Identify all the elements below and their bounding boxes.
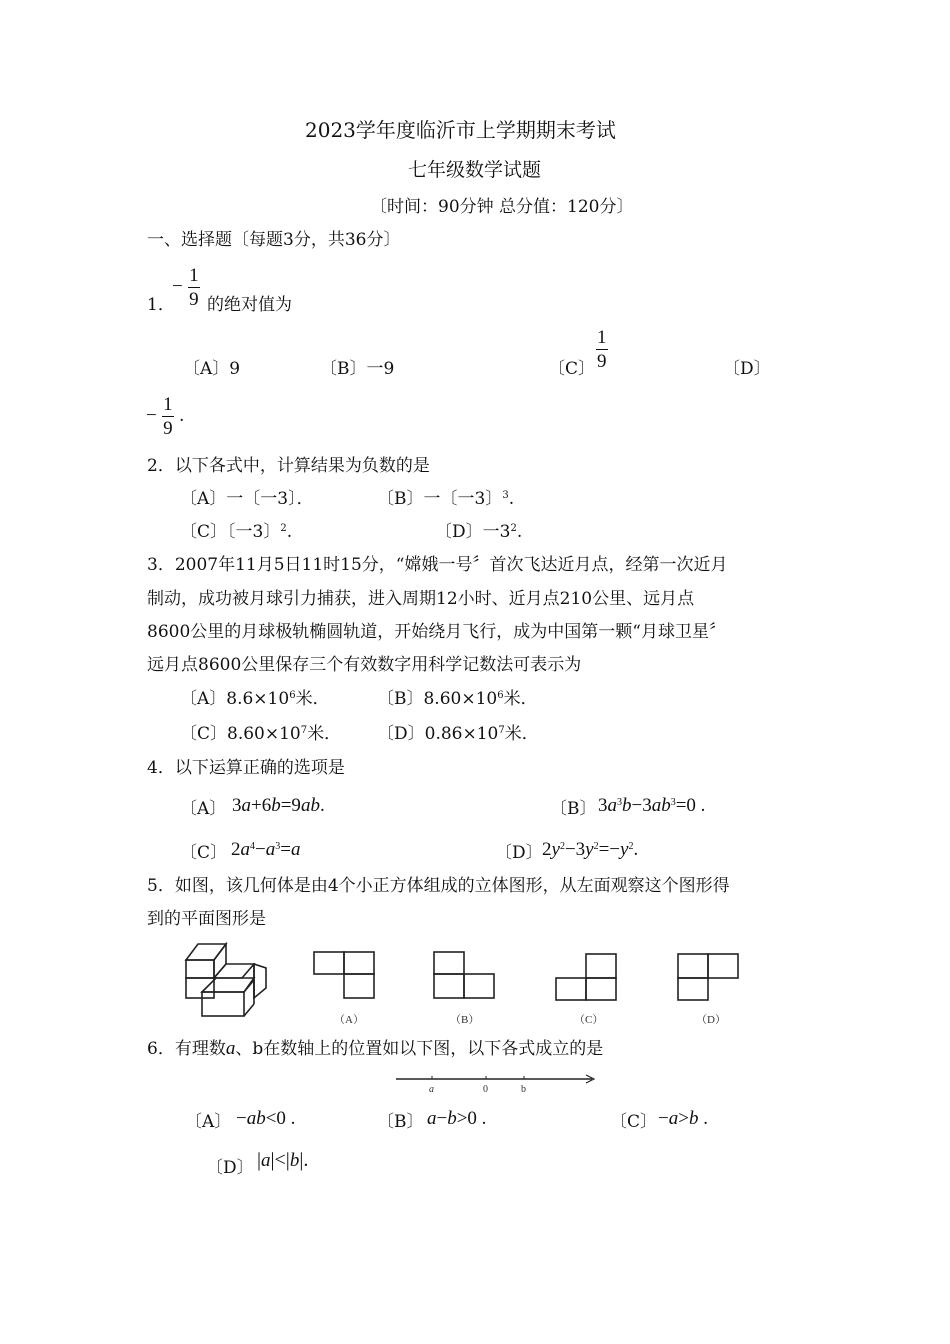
q3-b-end: 米． xyxy=(503,689,538,709)
square xyxy=(556,978,586,1000)
q6-option-d-label: 〔D〕 xyxy=(206,1158,254,1178)
page-subtitle: 七年级数学试题 xyxy=(408,159,542,181)
q4-option-a-expr: 3a+6b=9ab. xyxy=(232,795,325,816)
q3-a-exp: 6 xyxy=(289,690,296,701)
square xyxy=(344,974,374,998)
q1-text: 的绝对值为 xyxy=(207,295,292,315)
q1-option-c-label: 〔C〕 xyxy=(548,359,596,379)
q4-option-d-label: 〔D〕 xyxy=(495,843,543,863)
q3-line1: 3．2007年11月5日11时15分，“嫦娥一号〞首次飞达近月点，经第一次近月 xyxy=(147,555,728,575)
q2-b-end: . xyxy=(508,489,515,509)
q3-a-end: 米． xyxy=(295,689,330,709)
q3-b-exp: 6 xyxy=(497,690,504,701)
q4-option-d-expr: $2y^2-3y^2=-y^2$. xyxy=(542,839,639,860)
q5-option-a-figure xyxy=(312,950,382,1030)
q3-line3: 8600公里的月球极轨椭圆轨道，开始绕月飞行，成为中国第一颗“月球卫星〞 xyxy=(147,622,726,642)
q1-option-d-frac xyxy=(146,395,184,438)
q6-option-c-label: 〔C〕 xyxy=(610,1112,658,1132)
q6-stem xyxy=(147,1039,603,1058)
q4-option-c-expr: $2a^4-a^3=a$ xyxy=(231,839,301,860)
axis-label-a: a xyxy=(429,1084,434,1095)
q1-frac-num: 1 xyxy=(189,265,199,286)
q3-d-text: 〔D〕0.86×10 xyxy=(377,724,499,744)
q1-c-num: 1 xyxy=(597,327,607,348)
q3-line2: 制动，成功被月球引力捕获，进入周期12小时、近月点210公里、远月点 xyxy=(147,589,695,609)
q5-label-c: （C） xyxy=(574,1014,604,1026)
q4-option-b-expr: $3a^3b-3ab^3=0$ . xyxy=(598,795,706,816)
q6-stem-a: 6．有理数 xyxy=(147,1039,226,1059)
q1-frac-den: 9 xyxy=(189,289,199,310)
q5-label-d: （D） xyxy=(696,1014,726,1026)
q5-option-b-figure xyxy=(432,950,502,1030)
q5-solid-figure xyxy=(182,940,272,1020)
q3-c-text: 〔C〕8.60×10 xyxy=(180,724,301,744)
square xyxy=(434,974,464,998)
q2-option-c xyxy=(180,524,292,541)
square xyxy=(678,954,708,978)
square xyxy=(586,954,616,978)
cube-top-front xyxy=(186,960,214,978)
q3-d-exp: 7 xyxy=(498,725,505,736)
cube-middle-side xyxy=(254,964,266,998)
q2-option-a: 〔A〕一〔一3〕． xyxy=(180,489,314,509)
q1-number: 1． xyxy=(147,295,175,315)
q1-frac xyxy=(188,266,200,309)
q6-stem-b: 、b在数轴上的位置如以下图，以下各式成立的是 xyxy=(235,1039,604,1059)
section-heading: 一、选择题〔每题3分，共36分〕 xyxy=(147,230,401,250)
q2-d-end: . xyxy=(516,522,523,542)
q6-var-a: a xyxy=(225,1038,236,1059)
q2-option-d xyxy=(435,524,522,541)
q2-b-exp: 3 xyxy=(502,490,509,501)
square xyxy=(708,954,738,978)
q3-option-a xyxy=(180,691,330,708)
q6-option-b-label: 〔B〕 xyxy=(377,1112,424,1132)
edge xyxy=(244,980,254,992)
q5-line1: 5．如图，该几何体是由4个小正方体组成的立体图形，从左面观察这个图形得 xyxy=(147,876,730,896)
axis-label-b: b xyxy=(521,1084,526,1095)
q2-stem: 2．以下各式中，计算结果为负数的是 xyxy=(147,456,430,476)
square xyxy=(314,952,344,974)
q3-d-end: 米． xyxy=(504,724,539,744)
time-info: 〔时间：90分钟 总分值：120分〕 xyxy=(370,197,634,217)
q2-c-text: 〔C〕〔一3〕 xyxy=(180,522,281,542)
edge xyxy=(244,1004,254,1016)
q2-c-end: . xyxy=(286,522,293,542)
q4-option-c-label: 〔C〕 xyxy=(180,843,228,863)
q2-d-text: 〔D〕一3 xyxy=(435,522,511,542)
q3-option-d xyxy=(377,726,539,743)
q4-stem: 4．以下运算正确的选项是 xyxy=(147,758,345,778)
q1-option-a: 〔A〕9 xyxy=(183,359,241,379)
q1-minus-sign: − xyxy=(172,276,183,297)
q2-c-exp: 2 xyxy=(280,523,287,534)
q3-b-text: 〔B〕8.60×10 xyxy=(377,689,498,709)
square xyxy=(586,978,616,1000)
q3-a-text: 〔A〕8.6×10 xyxy=(180,689,290,709)
square xyxy=(344,952,374,974)
q2-b-text: 〔B〕一〔一3〕 xyxy=(377,489,503,509)
q6-option-b-expr: a−b>0 . xyxy=(427,1108,487,1129)
q6-number-line xyxy=(394,1072,599,1100)
q5-label-b: （B） xyxy=(450,1014,480,1026)
q1-option-c-frac xyxy=(596,328,608,371)
q3-c-end: 米． xyxy=(307,724,342,744)
q1-fraction xyxy=(172,266,200,309)
q1-d-minus: − xyxy=(146,405,157,426)
q2-option-b xyxy=(377,491,514,508)
page-title: 2023学年度临沂市上学期期末考试 xyxy=(305,118,616,142)
cube-bottom-left xyxy=(186,978,214,998)
axis-label-zero: 0 xyxy=(483,1084,488,1095)
q5-line2: 到的平面图形是 xyxy=(147,909,266,929)
q4-option-b-label: 〔B〕 xyxy=(550,799,597,819)
square xyxy=(464,974,494,998)
q6-option-a-label: 〔A〕 xyxy=(185,1112,232,1132)
q1-option-b: 〔B〕一9 xyxy=(320,359,395,379)
q6-option-c-expr: −a>b . xyxy=(658,1108,708,1129)
q1-d-num: 1 xyxy=(163,394,173,415)
q4-option-a-label: 〔A〕 xyxy=(180,799,227,819)
square xyxy=(434,952,464,974)
q5-option-d-figure xyxy=(676,952,746,1032)
q3-line4: 远月点8600公里保存三个有效数字用科学记数法可表示为 xyxy=(147,655,582,675)
q3-option-b xyxy=(377,691,538,708)
cube-middle-top xyxy=(214,964,254,978)
q1-d-period: . xyxy=(179,406,185,426)
q3-option-c xyxy=(180,726,341,743)
q6-option-a-expr: −ab<0 . xyxy=(236,1108,296,1129)
q1-d-den: 9 xyxy=(163,418,173,439)
q5-option-c-figure xyxy=(554,952,624,1032)
cube-top-side xyxy=(214,944,226,978)
q1-c-den: 9 xyxy=(597,351,607,372)
q2-d-exp: 2 xyxy=(510,523,517,534)
q5-label-a: （A） xyxy=(334,1014,364,1026)
q1-option-d-label: 〔D〕 xyxy=(723,359,771,379)
square xyxy=(678,978,708,1000)
q6-option-d-expr: |a|<|b|. xyxy=(257,1149,309,1171)
q3-c-exp: 7 xyxy=(300,725,308,736)
cube-front-face xyxy=(202,992,244,1016)
